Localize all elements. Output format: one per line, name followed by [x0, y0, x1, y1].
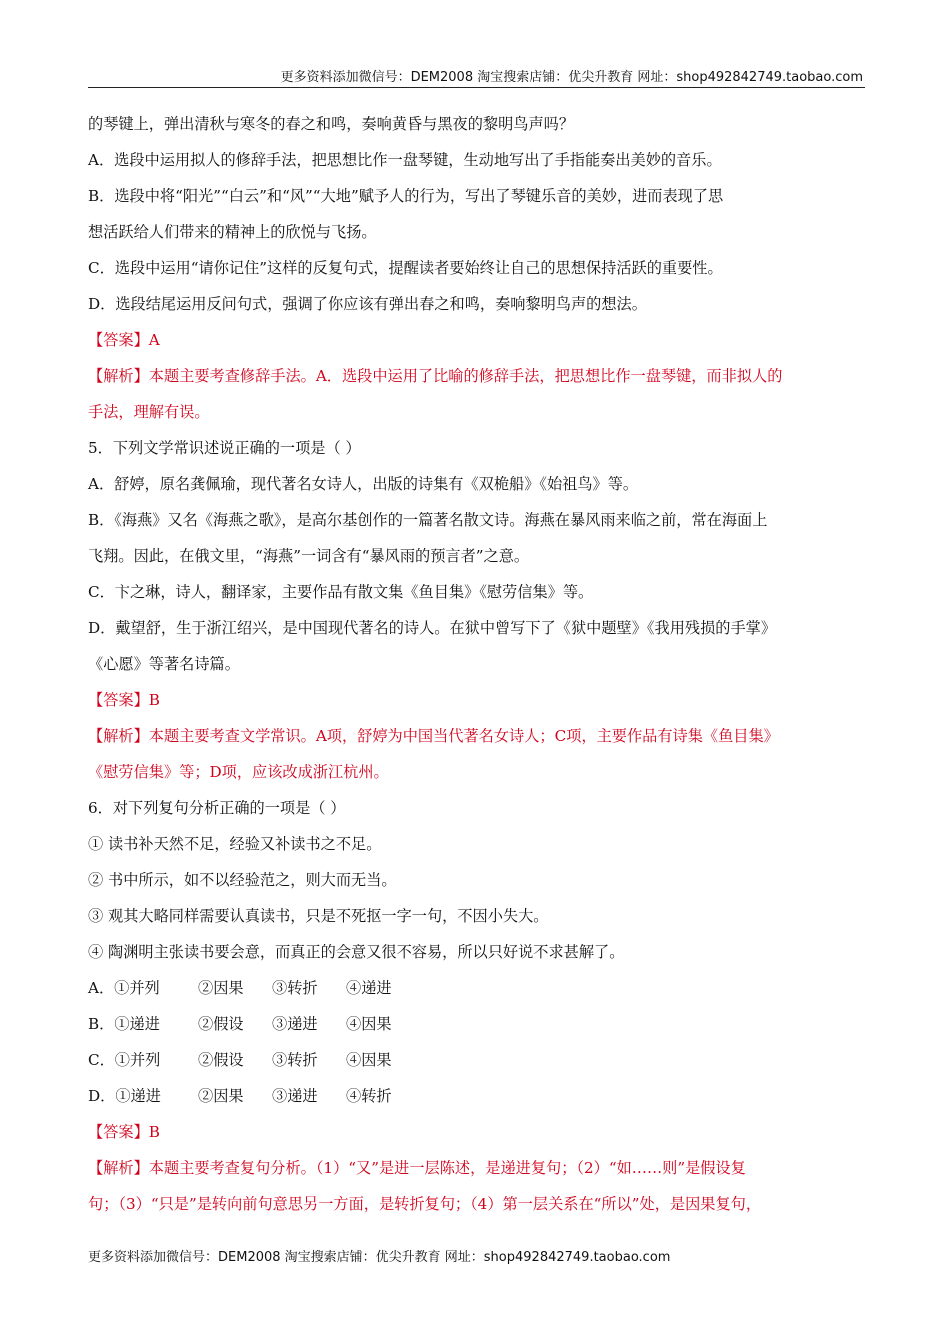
q5-option-a: A．舒婷，原名龚佩瑜，现代著名女诗人，出版的诗集有《双桅船》《始祖鸟》等。 [88, 475, 639, 493]
q4-option-b: B．选段中将“阳光”“白云”和“风”“大地”赋予人的行为，写出了琴键乐音的美妙，进而表现了思 [88, 187, 724, 205]
page-footer: 更多资料添加微信号：DEM2008 淘宝搜索店铺：优尖升教育 网址：shop492842749.taobao.com [88, 1250, 671, 1265]
q6-sentence-1: ① 读书补天然不足，经验又补读书之不足。 [88, 835, 382, 853]
q4-option-d: D．选段结尾运用反问句式，强调了你应该有弹出春之和鸣，奏响黎明鸟声的想法。 [88, 295, 647, 313]
q6-option-b-part-3: ③递进 [272, 1015, 318, 1033]
q6-option-b-part-2: ②假设 [198, 1015, 244, 1033]
header-rule [88, 87, 865, 88]
q6-option-c-part-2: ②假设 [198, 1051, 244, 1069]
q5-option-b: B．《海燕》又名《海燕之歌》，是高尔基创作的一篇著名散文诗。海燕在暴风雨来临之前，常在海面上 [88, 511, 768, 529]
q5-option-c: C．卞之琳，诗人，翻译家，主要作品有散文集《鱼目集》《慰劳信集》等。 [88, 583, 594, 601]
q6-sentence-2: ② 书中所示，如不以经验范之，则大而无当。 [88, 871, 397, 889]
q6-option-a-part-2: ②因果 [198, 979, 244, 997]
q5-option-d-cont: 《心愿》等著名诗篇。 [88, 655, 240, 673]
q5-analysis: 【解析】本题主要考查文学常识。A项，舒婷为中国当代著名女诗人；C项，主要作品有诗集《鱼目集》 [88, 727, 779, 745]
q5-option-b-cont: 飞翔。因此，在俄文里，“海燕”一词含有“暴风雨的预言者”之意。 [88, 547, 530, 565]
q6-option-c [88, 1048, 863, 1084]
q6-option-d-part-1: D．①递进 [88, 1087, 161, 1105]
q6-option-d-part-2: ②因果 [198, 1087, 244, 1105]
document-body [88, 112, 863, 1228]
q4-analysis-cont: 手法，理解有误。 [88, 403, 210, 421]
q6-option-a-part-3: ③转折 [272, 979, 318, 997]
q4-analysis: 【解析】本题主要考查修辞手法。A．选段中运用了比喻的修辞手法，把思想比作一盘琴键，而非拟人的 [88, 367, 783, 385]
q6-sentence-3: ③ 观其大略同样需要认真读书，只是不死抠一字一句，不因小失大。 [88, 907, 549, 925]
page-header: 更多资料添加微信号：DEM2008 淘宝搜索店铺：优尖升教育 网址：shop492842749.taobao.com [280, 70, 863, 85]
q6-stem: 6．对下列复句分析正确的一项是（ ） [88, 799, 346, 817]
q6-option-c-part-1: C．①并列 [88, 1051, 161, 1069]
q6-option-a-part-1: A．①并列 [88, 979, 160, 997]
q6-option-b-part-1: B．①递进 [88, 1015, 160, 1033]
q6-option-a-part-4: ④递进 [346, 979, 392, 997]
q5-stem: 5．下列文学常识述说正确的一项是（ ） [88, 439, 361, 457]
q5-answer: 【答案】B [88, 691, 160, 709]
q4-option-c: C．选段中运用“请你记住”这样的反复句式，提醒读者要始终让自己的思想保持活跃的重要性。 [88, 259, 723, 277]
q6-option-c-part-4: ④因果 [346, 1051, 392, 1069]
q6-option-b [88, 1012, 863, 1048]
q6-option-d-part-4: ④转折 [346, 1087, 392, 1105]
q4-stem-continuation: 的琴键上，弹出清秋与寒冬的春之和鸣，奏响黄昏与黑夜的黎明鸟声吗？ [88, 115, 574, 133]
q4-answer: 【答案】A [88, 331, 160, 349]
q6-option-c-part-3: ③转折 [272, 1051, 318, 1069]
q6-option-a [88, 976, 863, 1012]
q5-option-d: D．戴望舒，生于浙江绍兴，是中国现代著名的诗人。在狱中曾写下了《狱中题壁》《我用残损的手掌》 [88, 619, 777, 637]
q6-option-d-part-3: ③递进 [272, 1087, 318, 1105]
q6-option-d [88, 1084, 863, 1120]
q6-option-b-part-4: ④因果 [346, 1015, 392, 1033]
q6-analysis: 【解析】本题主要考查复句分析。（1）“又”是进一层陈述，是递进复句；（2）“如……则”是假设复 [88, 1159, 746, 1177]
q6-answer: 【答案】B [88, 1123, 160, 1141]
q6-sentence-4: ④ 陶渊明主张读书要会意，而真正的会意又很不容易，所以只好说不求甚解了。 [88, 943, 625, 961]
q4-option-b-cont: 想活跃给人们带来的精神上的欣悦与飞扬。 [88, 223, 377, 241]
q6-analysis-cont: 句；（3）“只是”是转向前句意思另一方面，是转折复句；（4）第一层关系在“所以”处，是因果复句， [88, 1195, 762, 1213]
q4-option-a: A．选段中运用拟人的修辞手法，把思想比作一盘琴键，生动地写出了手指能奏出美妙的音乐。 [88, 151, 722, 169]
q5-analysis-cont: 《慰劳信集》等；D项，应该改成浙江杭州。 [88, 763, 389, 781]
